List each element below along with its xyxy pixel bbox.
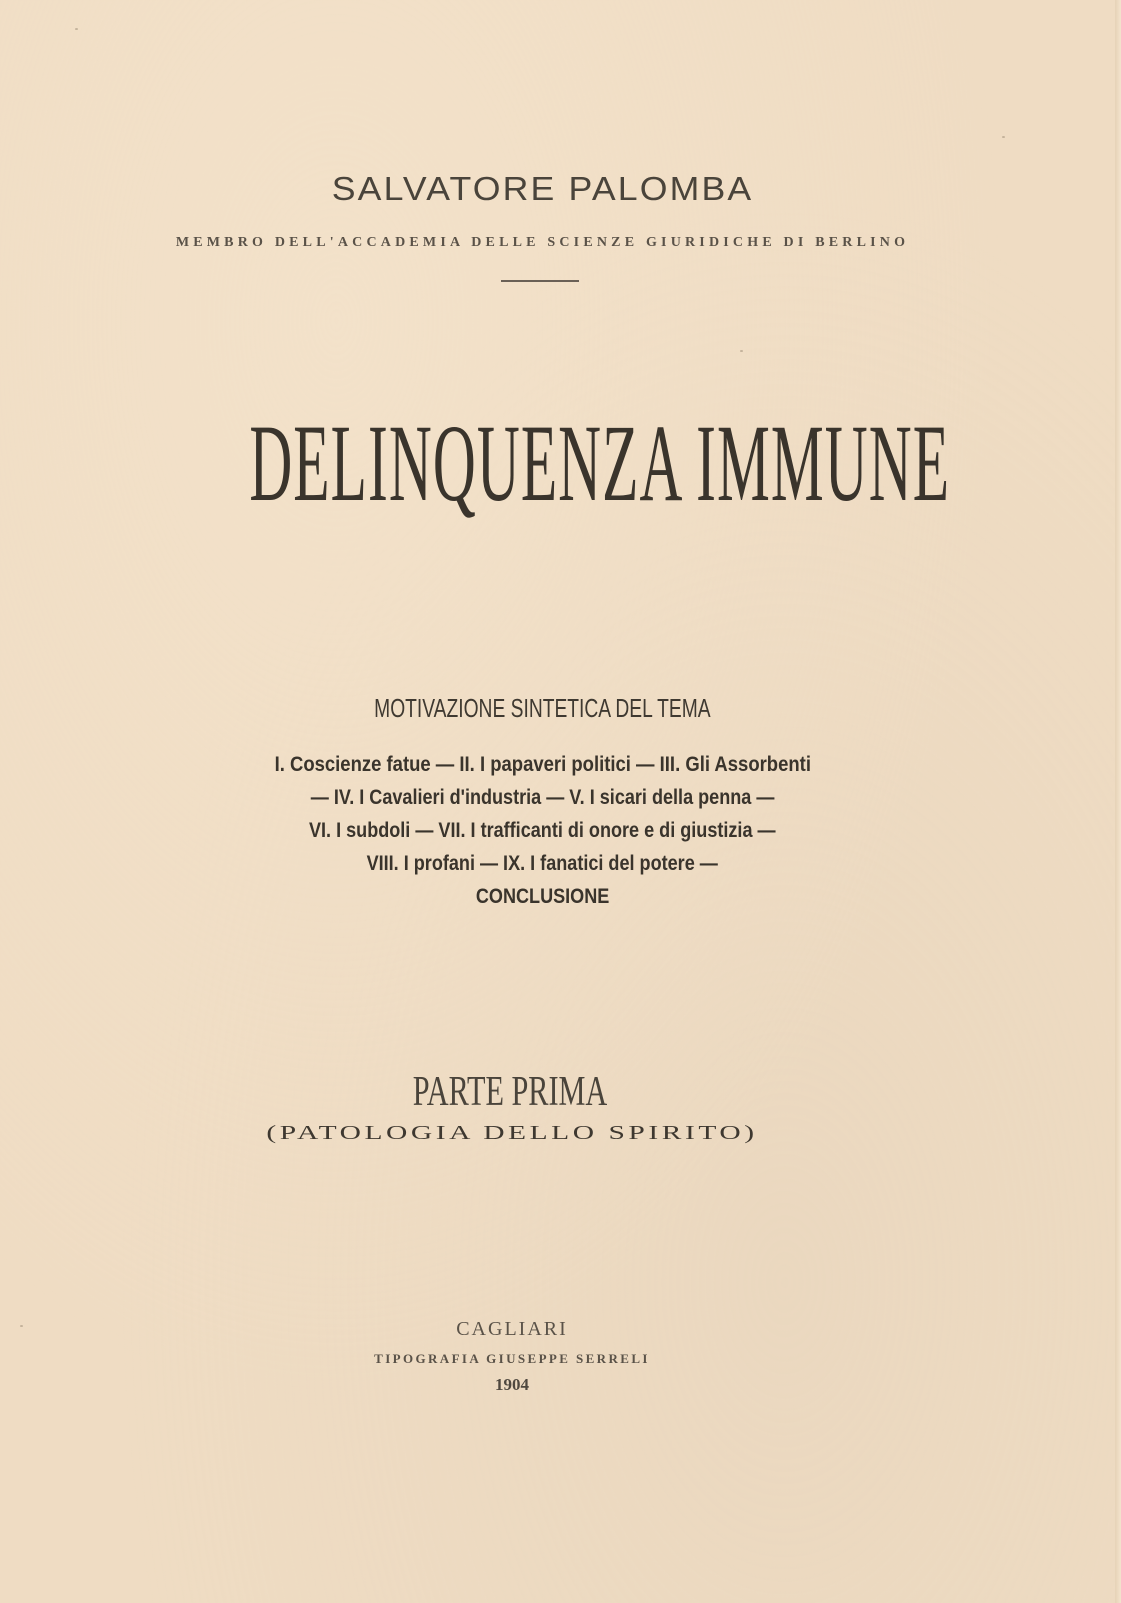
divider-rule [501,280,579,282]
author-name: SALVATORE PALOMBA [331,170,754,207]
contents-line: I. Coscienze fatue — II. I papaveri politici — III. Gli Assorbenti [274,753,811,776]
imprint-city: CAGLIARI [456,1318,568,1340]
imprint-year: 1904 [495,1375,529,1394]
imprint-printer: TIPOGRAFIA GIUSEPPE SERRELI [374,1351,650,1366]
author-affiliation: MEMBRO DELL'ACCADEMIA DELLE SCIENZE GIURIDICHE DI BERLINO [175,235,910,250]
paper-speck [740,350,743,352]
contents-list [0,748,1085,913]
contents-conclusion: CONCLUSIONE [475,885,610,908]
contents-line: — IV. I Cavalieri d'industria — V. I sicari della penna — [310,786,775,809]
contents-line: VI. I subdoli — VII. I trafficanti di onore e di giustizia — [309,819,776,842]
paper-speck [75,28,78,30]
part-subtitle: (PATOLOGIA DELLO SPIRITO) [266,1122,758,1145]
contents-line: VIII. I profani — IX. I fanatici del potere — [366,852,719,875]
contents-heading: MOTIVAZIONE SINTETICA DEL TEMA [374,693,711,723]
paper-speck [1002,136,1005,138]
part-label: PARTE PRIMA [412,1069,608,1115]
book-title: DELINQUENZA IMMUNE [249,402,951,524]
